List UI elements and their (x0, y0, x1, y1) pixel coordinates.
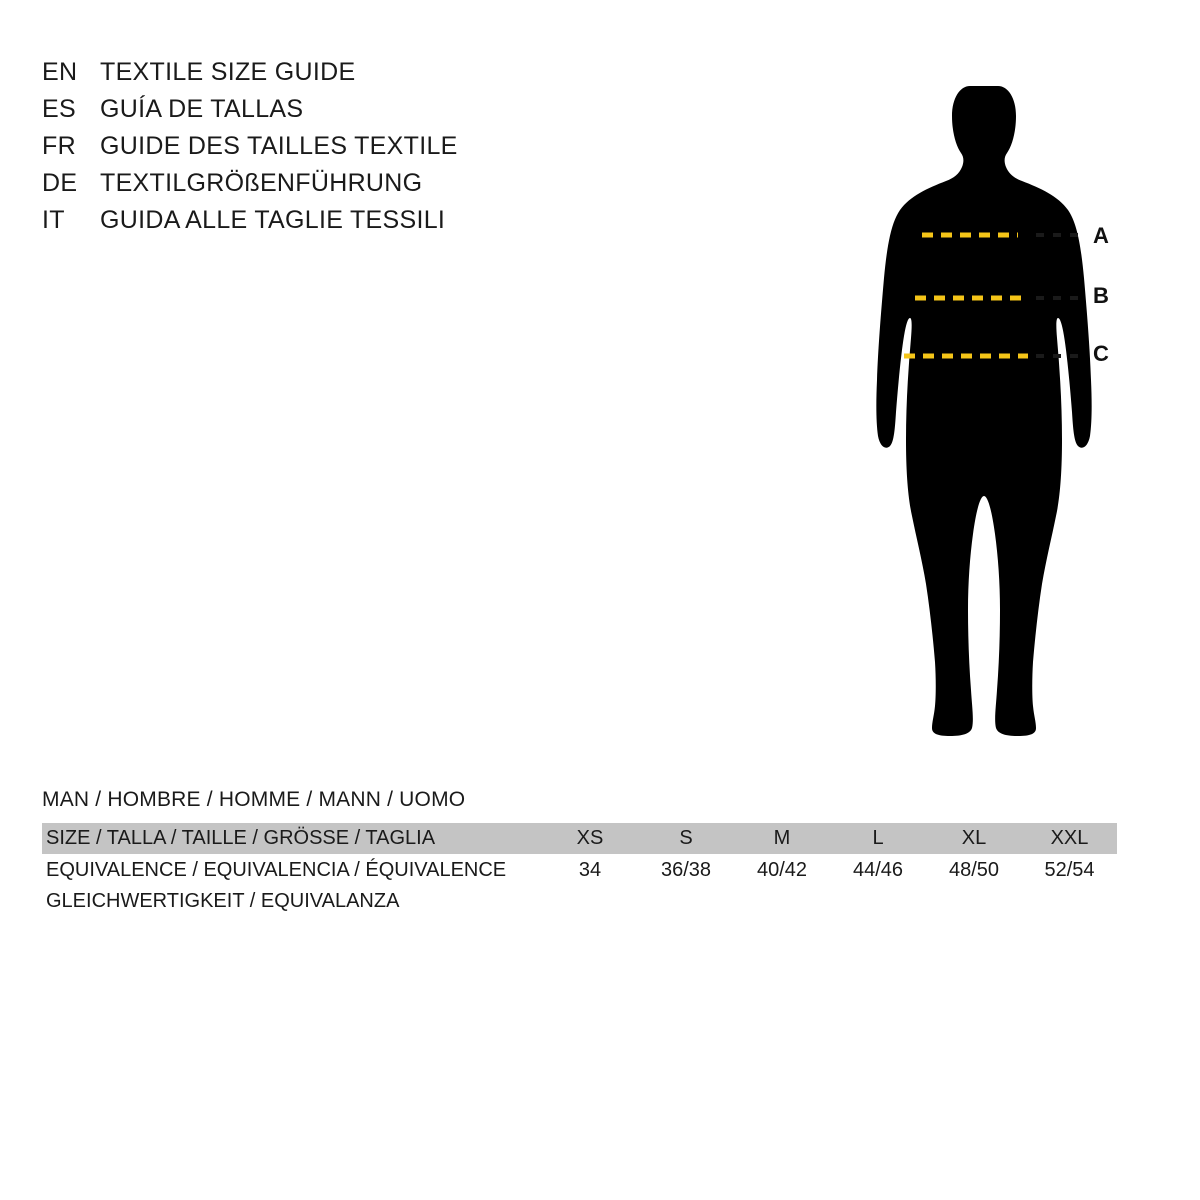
language-title: GUÍA DE TALLAS (100, 95, 304, 123)
language-title: TEXTILE SIZE GUIDE (100, 58, 356, 86)
measure-label-b: B (1093, 283, 1109, 308)
measure-label-c: C (1093, 341, 1109, 366)
size-cell-xs: XS (542, 823, 638, 854)
language-row (42, 206, 458, 243)
size-cell-xxl: XXL (1022, 823, 1117, 854)
table-row-equivalence (42, 854, 1117, 886)
equivalence-cell-m: 40/42 (734, 854, 830, 886)
language-code: ES (42, 95, 76, 123)
equivalence-cell-xs: 34 (542, 854, 638, 886)
language-row (42, 132, 458, 169)
size-table-section (42, 788, 1117, 916)
measure-label-a: A (1093, 223, 1109, 248)
size-cell-l: L (830, 823, 926, 854)
table-heading: MAN / HOMBRE / HOMME / MANN / UOMO (42, 788, 466, 811)
language-title: GUIDA ALLE TAGLIE TESSILI (100, 206, 446, 234)
equivalence-cell-xxl: 52/54 (1022, 854, 1117, 886)
language-row (42, 95, 458, 132)
size-table (42, 823, 1117, 886)
language-title: TEXTILGRÖßENFÜHRUNG (100, 169, 423, 197)
table-row-header (42, 823, 1117, 854)
language-code: FR (42, 132, 76, 160)
equivalence-cell-s: 36/38 (638, 854, 734, 886)
language-code: IT (42, 206, 65, 234)
language-code: DE (42, 169, 78, 197)
language-title: GUIDE DES TAILLES TEXTILE (100, 132, 458, 160)
row-label-equivalence: EQUIVALENCE / EQUIVALENCIA / ÉQUIVALENCE (42, 854, 542, 886)
size-cell-s: S (638, 823, 734, 854)
equivalence-cell-xl: 48/50 (926, 854, 1022, 886)
language-title-block (42, 58, 458, 243)
size-cell-m: M (734, 823, 830, 854)
language-row (42, 169, 458, 206)
equivalence-cell-l: 44/46 (830, 854, 926, 886)
body-figure (860, 50, 1140, 740)
language-code: EN (42, 58, 78, 86)
row-label-size: SIZE / TALLA / TAILLE / GRÖSSE / TAGLIA (42, 823, 542, 854)
silhouette-icon (876, 86, 1091, 736)
row-label-equivalence-line2: GLEICHWERTIGKEIT / EQUIVALANZA (46, 890, 400, 912)
language-row (42, 58, 458, 95)
size-cell-xl: XL (926, 823, 1022, 854)
